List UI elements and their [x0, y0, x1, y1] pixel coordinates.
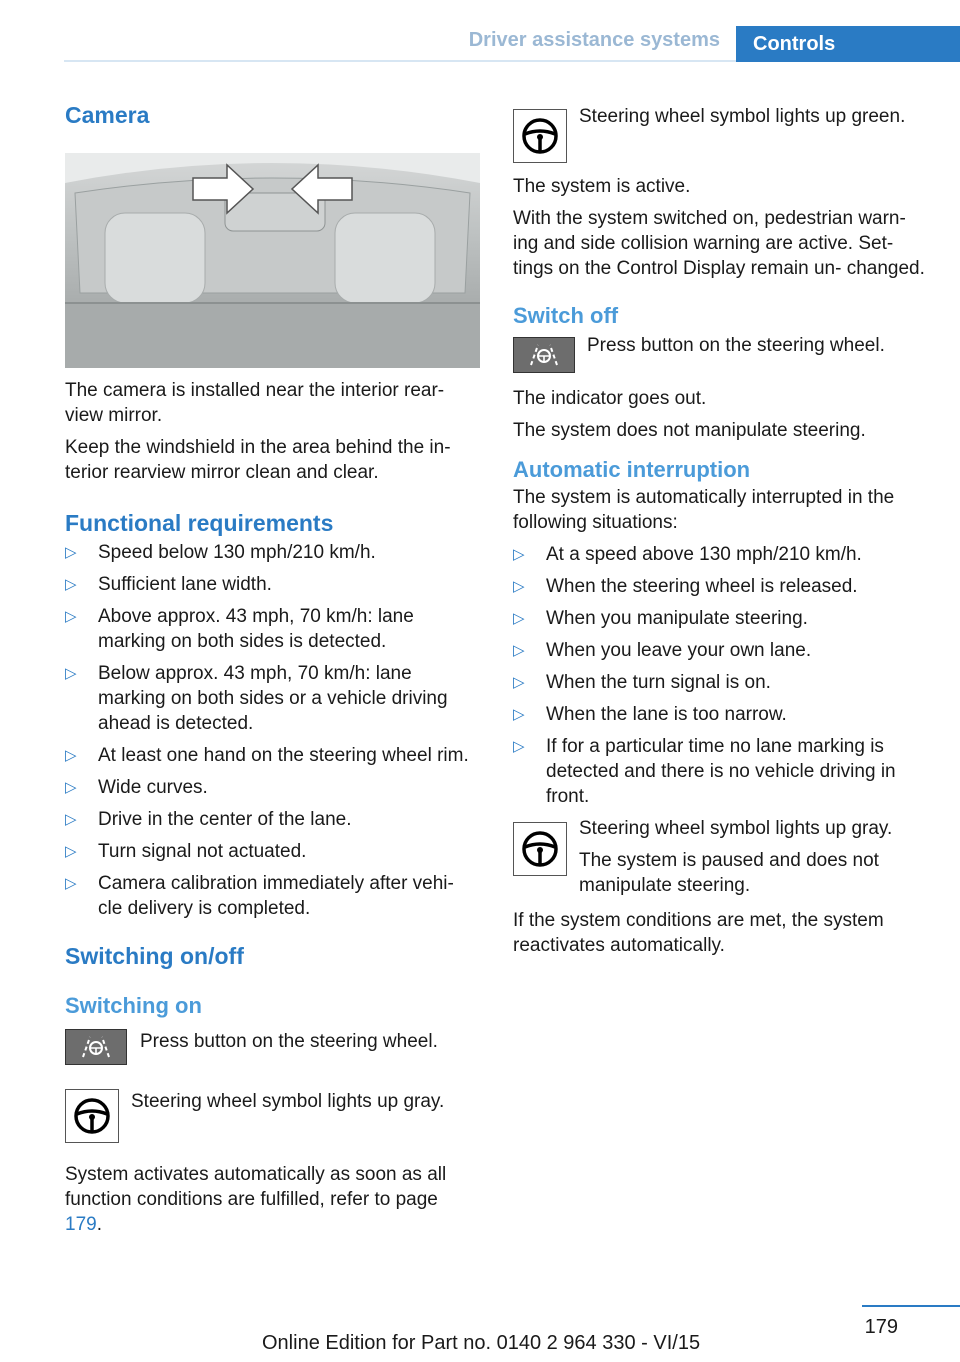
camera-location-text: The camera is installed near the interior rear‐ view mirror. [65, 380, 445, 426]
automatic-intro-text: The system is automatically interrupted in the following situations: [513, 487, 895, 533]
list-item: ▷ Camera calibration immediately after vehi‐ cle delivery is completed. [65, 873, 454, 919]
bullet-icon: ▷ [513, 706, 525, 723]
interruption-list [513, 542, 931, 809]
list-item: ▷ If for a particular time no lane marking is detected and there is no vehicle driving in front. [513, 736, 896, 807]
wheel-green-text: Steering wheel symbol lights up green. [579, 106, 906, 127]
page-number: 179 [864, 1316, 898, 1338]
wheel-gray-text: Steering wheel symbol lights up gray. [131, 1091, 445, 1112]
edition-footer: Online Edition for Part no. 0140 2 964 330 - VI/15 [262, 1332, 701, 1354]
bullet-icon: ▷ [65, 608, 77, 625]
car-interior-illustration [65, 153, 480, 368]
wheel-gray-text: Steering wheel symbol lights up gray. [579, 818, 893, 839]
steering-wheel-icon [65, 1089, 119, 1143]
bullet-icon: ▷ [65, 875, 77, 892]
right-column [513, 104, 931, 965]
lane-assist-button-icon [65, 1029, 127, 1065]
activates-text: System activates automatically as soon as all function conditions are fulfilled, refer to page 179. [65, 1164, 447, 1235]
bullet-icon: ▷ [65, 747, 77, 764]
bullet-icon: ▷ [513, 674, 525, 691]
reactivates-text: If the system conditions are met, the system reactivates automatically. [513, 910, 884, 956]
automatic-interruption-heading: Automatic interruption [513, 457, 751, 482]
system-switched-on-text: With the system switched on, pedestrian warn‐ ing and side collision warning are active. Set‐ tings on the Control Display remain un‐ changed. [513, 208, 925, 279]
bullet-icon: ▷ [513, 738, 525, 755]
bullet-icon: ▷ [65, 665, 77, 682]
press-button-text: Press button on the steering wheel. [140, 1031, 438, 1052]
left-column [65, 100, 480, 1244]
list-item: ▷ Sufficient lane width. [65, 574, 272, 595]
bullet-icon: ▷ [65, 576, 77, 593]
list-item: ▷ Above approx. 43 mph, 70 km/h: lane marking on both sides is detected. [65, 606, 414, 652]
switch-off-row [513, 333, 931, 377]
header-section-title: Driver assistance systems [468, 29, 720, 51]
list-item: ▷ When the steering wheel is released. [513, 576, 858, 597]
lane-assist-button-icon [513, 337, 575, 373]
switch-off-heading: Switch off [513, 303, 619, 328]
bullet-icon: ▷ [65, 843, 77, 860]
steering-wheel-icon [513, 822, 567, 876]
list-item: ▷ When you leave your own lane. [513, 640, 812, 661]
no-manipulate-text: The system does not manipulate steering. [513, 420, 866, 441]
wheel-paused-row [513, 816, 931, 898]
wheel-gray-row [65, 1089, 480, 1145]
switching-heading: Switching on/off [65, 943, 244, 969]
list-item: ▷ At a speed above 130 mph/210 km/h. [513, 544, 862, 565]
camera-heading: Camera [65, 102, 150, 128]
bullet-icon: ▷ [65, 544, 77, 561]
list-item: ▷ At least one hand on the steering wheel rim. [65, 745, 469, 766]
functional-requirements-list [65, 540, 480, 921]
functional-requirements-heading: Functional requirements [65, 510, 334, 536]
bullet-icon: ▷ [65, 811, 77, 828]
bullet-icon: ▷ [513, 610, 525, 627]
list-item: ▷ Drive in the center of the lane. [65, 809, 352, 830]
paused-text: The system is paused and does not manipulate steering. [579, 850, 879, 896]
list-item: ▷ Below approx. 43 mph, 70 km/h: lane marking on both sides or a vehicle driving ahead is detected. [65, 663, 448, 734]
bullet-icon: ▷ [513, 546, 525, 563]
indicator-out-text: The indicator goes out. [513, 388, 707, 409]
header-tab-controls: Controls [736, 26, 960, 62]
page-link[interactable]: 179 [65, 1214, 97, 1235]
windshield-text: Keep the windshield in the area behind the in‐ terior rearview mirror clean and clear. [65, 437, 451, 483]
list-item: ▷ When the turn signal is on. [513, 672, 771, 693]
steering-wheel-icon [513, 109, 567, 163]
switch-on-row [65, 1029, 480, 1069]
wheel-green-row [513, 104, 931, 164]
list-item: ▷ When you manipulate steering. [513, 608, 808, 629]
list-item: ▷ Speed below 130 mph/210 km/h. [65, 542, 376, 563]
press-button-text: Press button on the steering wheel. [587, 335, 885, 356]
bullet-icon: ▷ [513, 578, 525, 595]
list-item: ▷ When the lane is too narrow. [513, 704, 787, 725]
list-item: ▷ Turn signal not actuated. [65, 841, 307, 862]
bullet-icon: ▷ [513, 642, 525, 659]
camera-photo [65, 153, 480, 368]
system-active-text: The system is active. [513, 176, 691, 197]
bullet-icon: ▷ [65, 779, 77, 796]
footer-rule [862, 1305, 960, 1307]
switching-on-heading: Switching on [65, 993, 202, 1018]
list-item: ▷ Wide curves. [65, 777, 208, 798]
